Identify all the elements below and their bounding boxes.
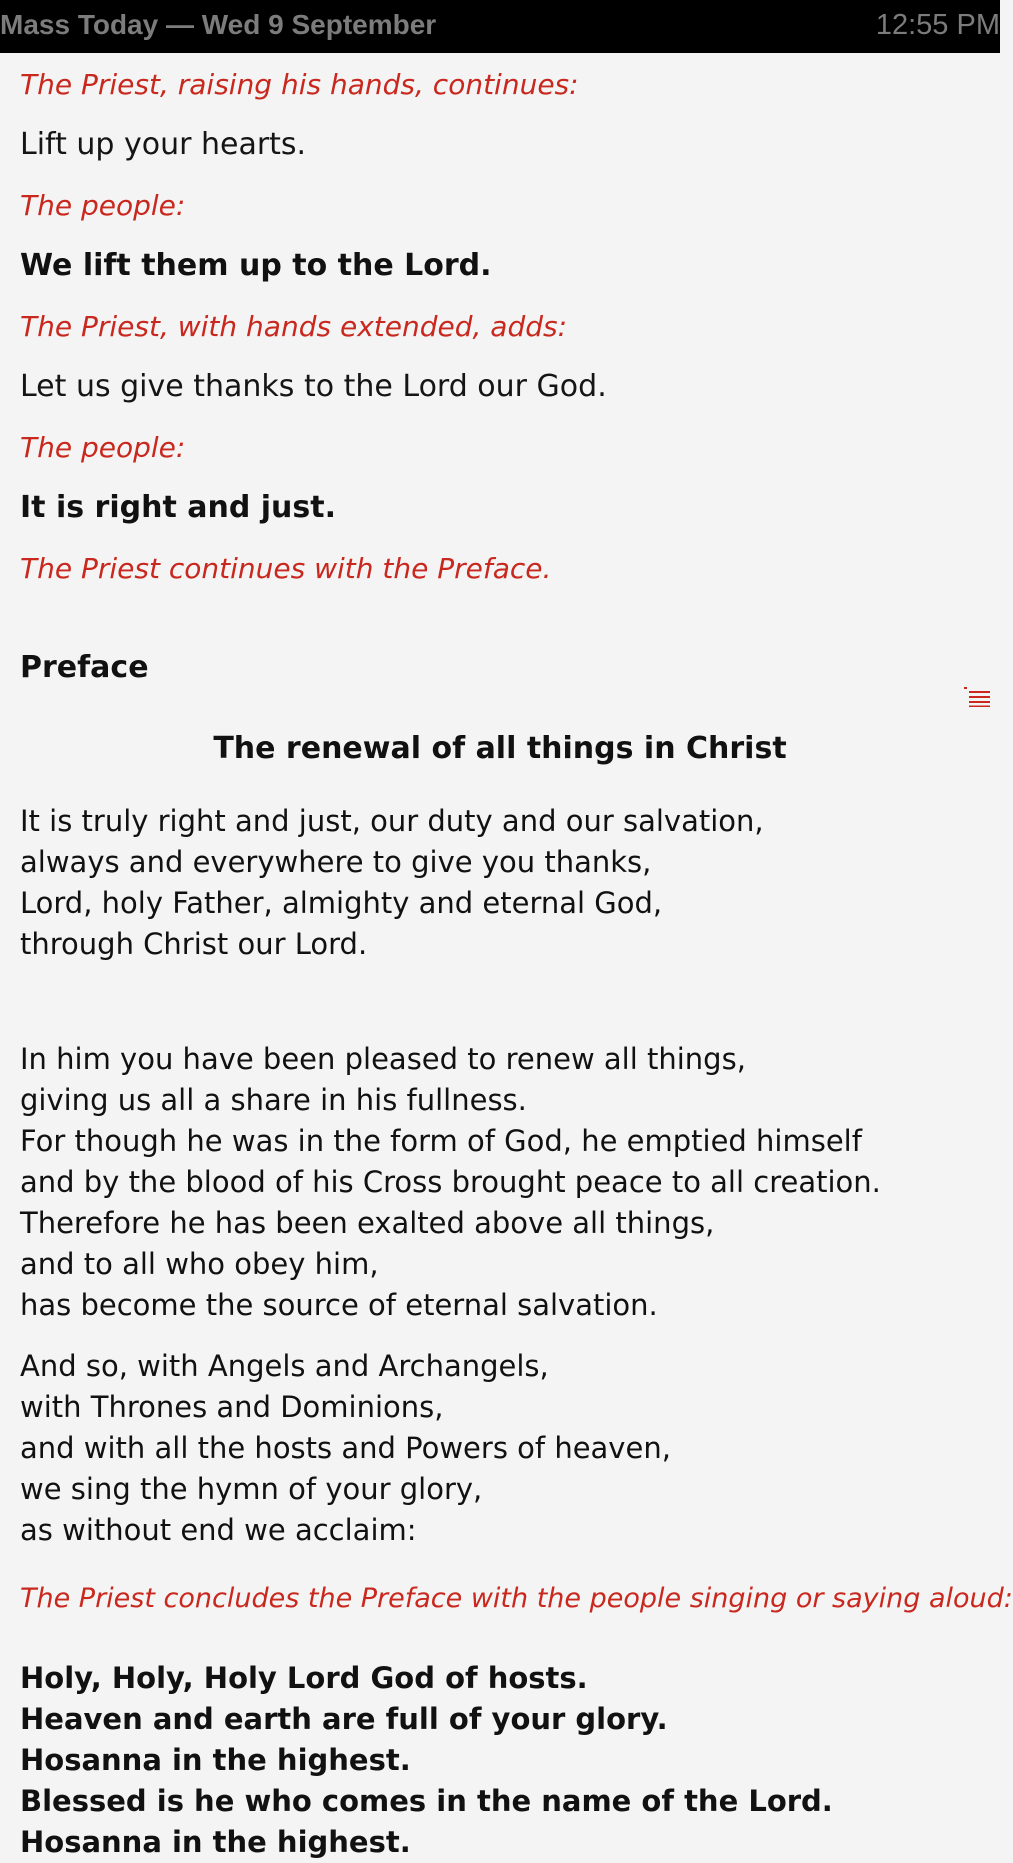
preface-title: The renewal of all things in Christ — [213, 731, 787, 766]
concluding-rubric: The Priest concludes the Preface with the people singing or saying aloud: — [20, 1583, 1013, 1614]
preface-line: always and everywhere to give you thanks, — [20, 845, 652, 879]
preface-line: giving us all a share in his fullness. — [20, 1083, 527, 1117]
preface-line: and with all the hosts and Powers of heaven, — [20, 1431, 671, 1465]
preface-line: and to all who obey him, — [20, 1247, 379, 1281]
sanctus-line: Holy, Holy, Holy Lord God of hosts. — [20, 1661, 588, 1695]
preface-line: Lord, holy Father, almighty and eternal God, — [20, 886, 663, 920]
preface-line: through Christ our Lord. — [20, 927, 368, 961]
rubric-line: The people: — [20, 189, 186, 222]
people-response: It is right and just. — [20, 490, 336, 525]
priest-line: Lift up your hearts. — [20, 127, 307, 162]
status-time: 12:55 PM — [875, 9, 1000, 41]
rubric-line: The Priest, raising his hands, continues: — [20, 68, 579, 101]
preface-paragraph-2 — [20, 1039, 881, 1326]
rubric-line: The Priest continues with the Preface. — [20, 552, 552, 585]
sanctus-line: Heaven and earth are full of your glory. — [20, 1702, 668, 1736]
preface-line: For though he was in the form of God, he emptied himself — [20, 1124, 862, 1158]
preface-line: and by the blood of his Cross brought peace to all creation. — [20, 1165, 881, 1199]
rubric-line: The people: — [20, 431, 186, 464]
rubric-line: The Priest, with hands extended, adds: — [20, 310, 568, 343]
preface-line: we sing the hymn of your glory, — [20, 1472, 483, 1506]
sanctus-line: Blessed is he who comes in the name of the Lord. — [20, 1784, 833, 1818]
preface-line: And so, with Angels and Archangels, — [20, 1349, 549, 1383]
preface-line: with Thrones and Dominions, — [20, 1390, 444, 1424]
list-icon[interactable] — [964, 687, 990, 707]
preface-heading: Preface — [20, 650, 149, 685]
preface-line: In him you have been pleased to renew all things, — [20, 1042, 746, 1076]
sanctus-line: Hosanna in the highest. — [20, 1743, 411, 1777]
sanctus-line: Hosanna in the highest. — [20, 1825, 411, 1859]
preface-line: Therefore he has been exalted above all things, — [20, 1206, 715, 1240]
status-bar — [0, 0, 1000, 53]
status-title: Mass Today — Wed 9 September — [0, 9, 437, 40]
sanctus — [20, 1658, 833, 1863]
preface-line: It is truly right and just, our duty and our salvation, — [20, 804, 764, 838]
people-response: We lift them up to the Lord. — [20, 248, 492, 283]
preface-paragraph-1 — [20, 801, 764, 965]
preface-line: has become the source of eternal salvation. — [20, 1288, 658, 1322]
preface-paragraph-3 — [20, 1346, 671, 1551]
priest-line: Let us give thanks to the Lord our God. — [20, 369, 607, 404]
preface-line: as without end we acclaim: — [20, 1513, 417, 1547]
